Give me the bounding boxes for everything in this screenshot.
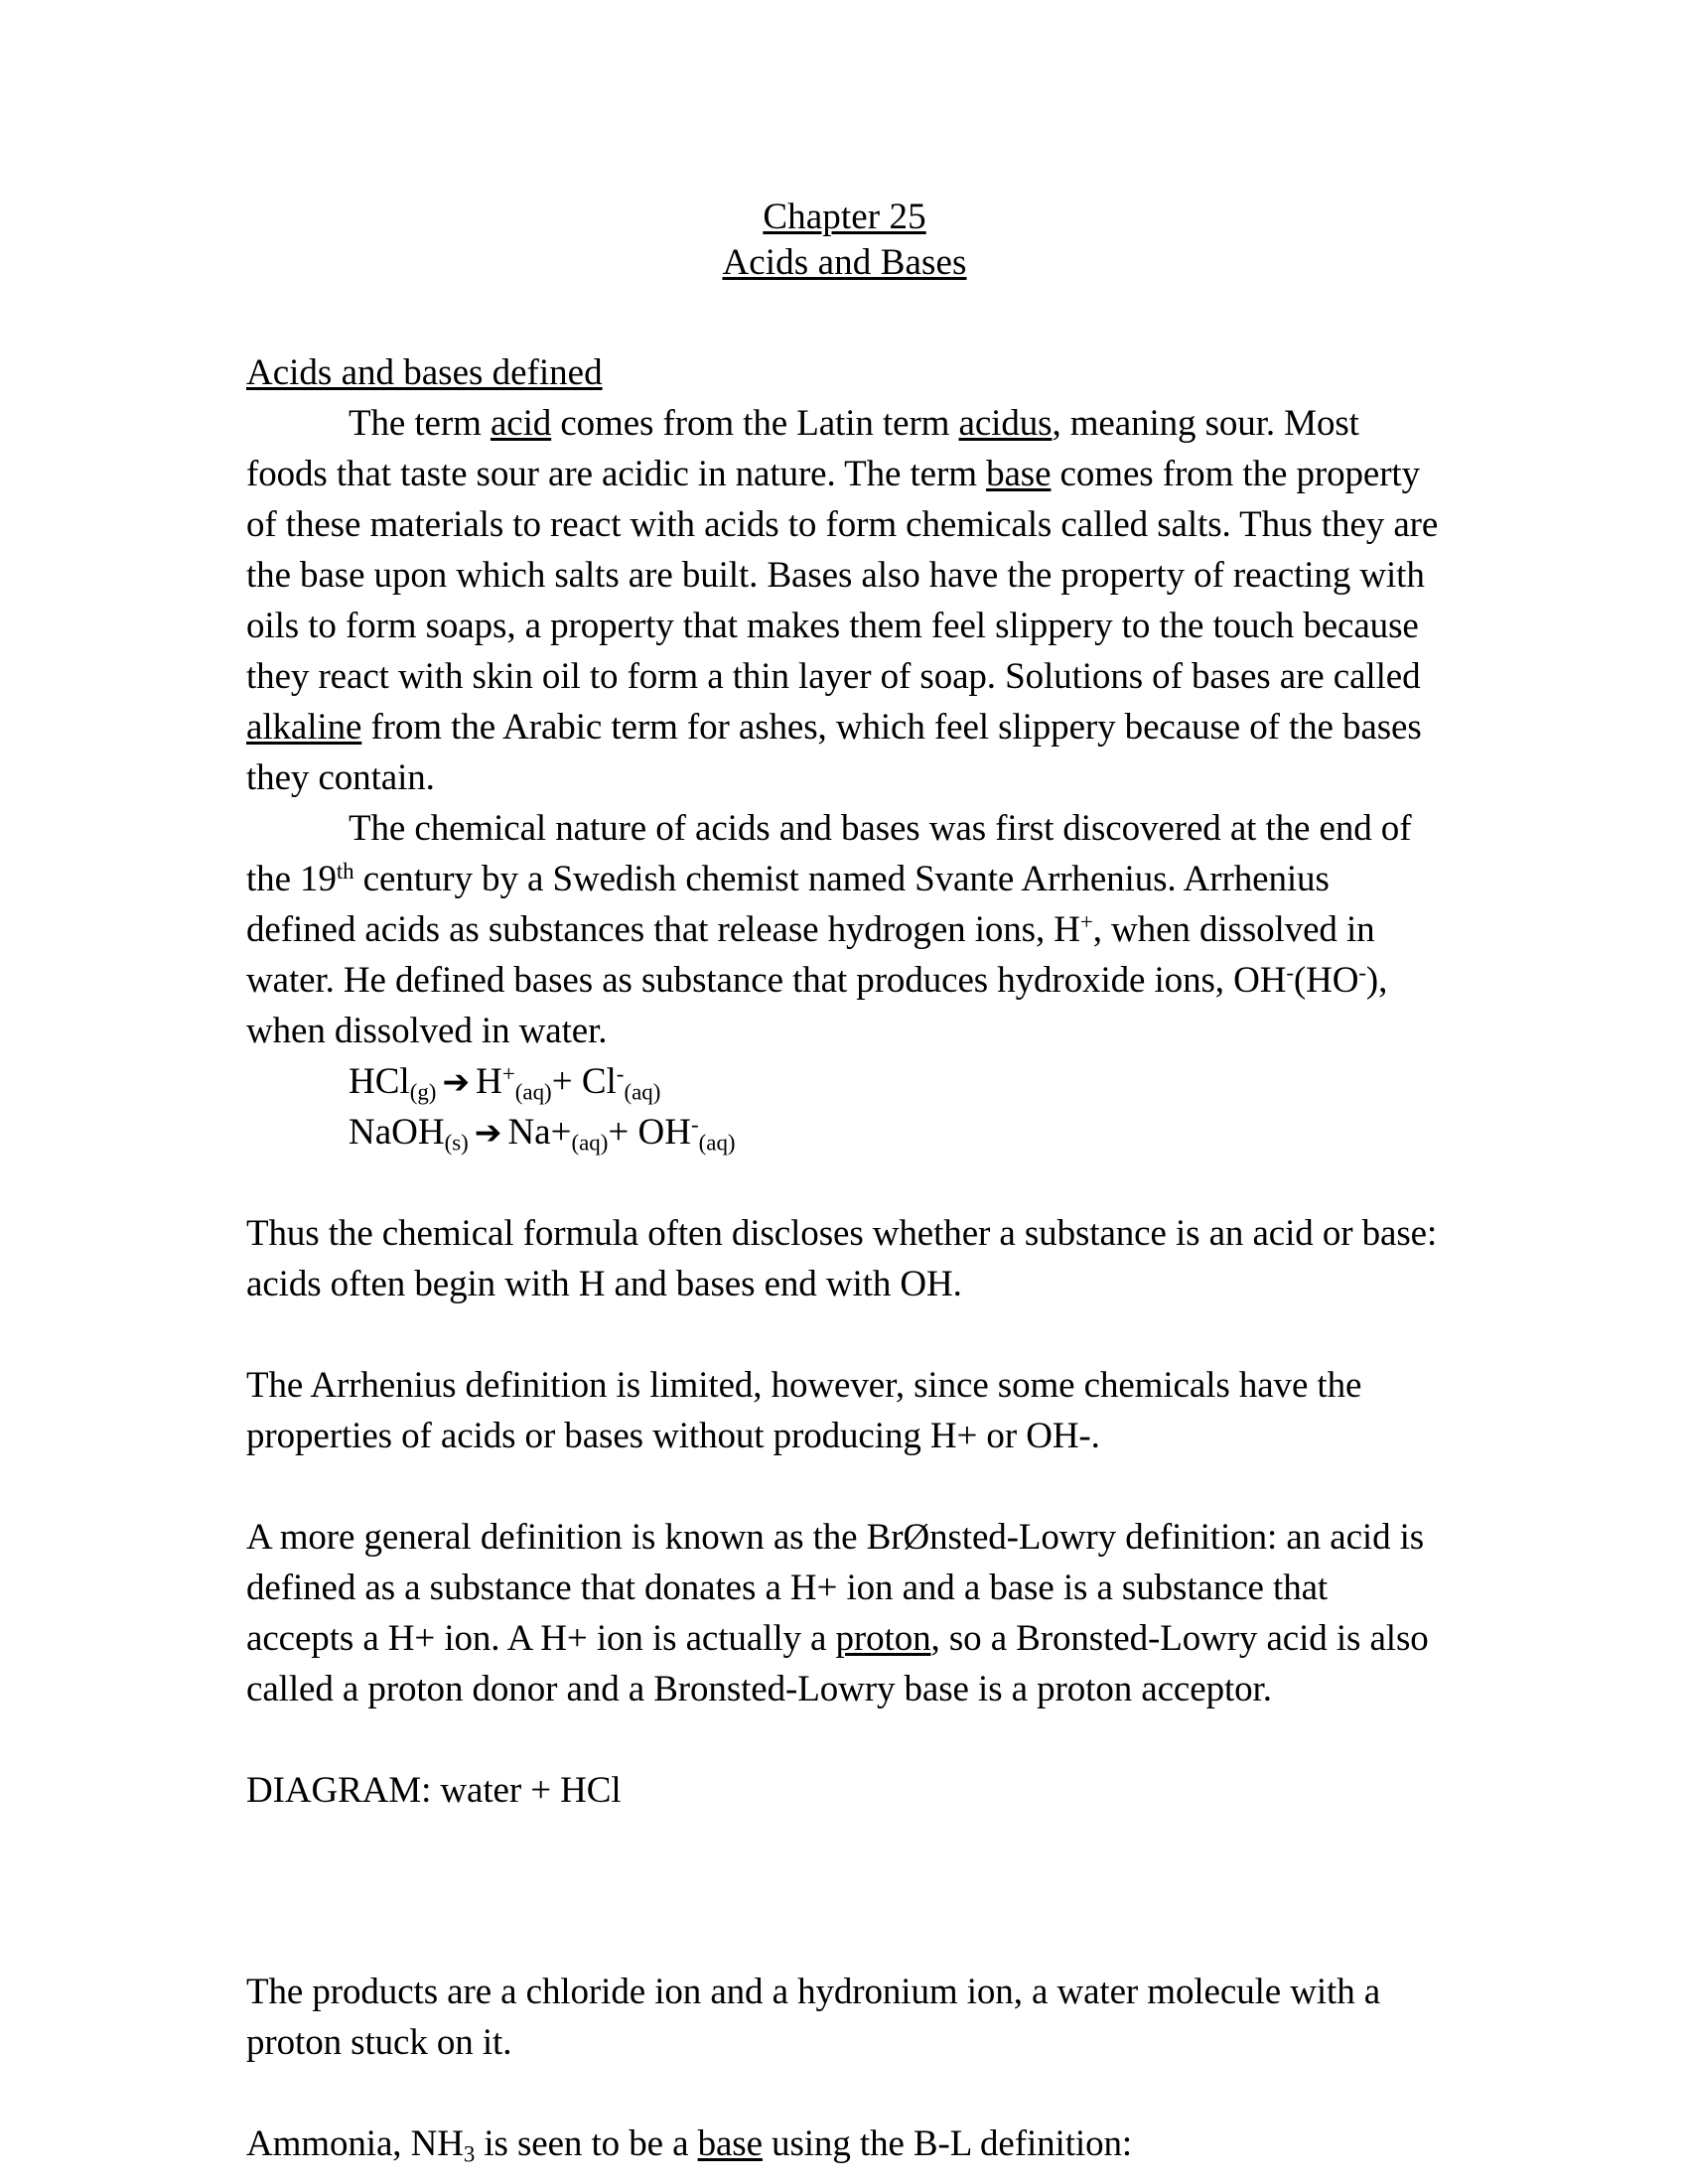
equation-1-product-1-state: (aq) xyxy=(514,1079,552,1105)
equation-hcl-dissociation xyxy=(246,1056,1443,1107)
reaction-arrow-icon: ➔ xyxy=(442,1062,471,1101)
section-heading xyxy=(246,347,1443,398)
chemical-equations xyxy=(246,1056,1443,1158)
equation-2-reactant-state: (s) xyxy=(444,1130,469,1156)
page-content xyxy=(246,195,1443,2169)
ordinal-th-superscript: th xyxy=(336,859,354,885)
paragraph-bronsted-lowry xyxy=(246,1512,1443,1714)
equation-2-product-1: Na+ xyxy=(507,1112,572,1153)
equation-1-reactant-state: (g) xyxy=(409,1079,437,1105)
paragraph-acids-bases-defined xyxy=(246,398,1443,803)
paragraph-arrhenius-limitation: The Arrhenius definition is limited, however, since some chemicals have the properties of acids or bases without producing H+ or OH-. xyxy=(246,1365,1362,1456)
para7-seg1: Ammonia, NH xyxy=(246,2123,464,2164)
section-heading-text: Acids and bases defined xyxy=(246,352,603,393)
para7-seg2: is seen to be a xyxy=(475,2123,698,2164)
para5-seg1: A more general definition is known as the BrØnsted-Lowry definition: an acid is defined as a substance that donates a H+ ion and a base is a substance that accepts a H+ ion. A H+ ion is actually a xyxy=(246,1517,1425,1659)
hydroxide-minus-superscript-1: - xyxy=(1286,960,1294,986)
equation-1-product-2-charge: - xyxy=(616,1061,625,1087)
equation-2-reactant: NaOH xyxy=(349,1112,445,1153)
paragraph-products: The products are a chloride ion and a hydronium ion, a water molecule with a proton stuck on it. xyxy=(246,1972,1381,2063)
para1-seg3: , meaning sour. Most foods that taste sour are acidic in nature. The term xyxy=(246,403,1359,494)
para7-seg3: using the B-L definition: xyxy=(762,2123,1133,2164)
document-title xyxy=(246,195,1443,286)
para1-seg1: The term xyxy=(349,403,491,444)
equation-2-product-1-state: (aq) xyxy=(571,1130,609,1156)
title-chapter-text: Chapter 25 xyxy=(763,197,926,237)
term-alkaline: alkaline xyxy=(246,707,362,748)
para1-seg5: from the Arabic term for ashes, which feel slippery because of the bases they contain. xyxy=(246,707,1422,798)
para2-seg5: ), when dissolved in water. xyxy=(246,960,1388,1051)
paragraph-arrhenius xyxy=(246,803,1443,1056)
spacer xyxy=(246,1158,1443,1208)
title-line-subject xyxy=(246,240,1443,286)
term-acid: acid xyxy=(490,403,552,444)
reaction-arrow-icon: ➔ xyxy=(474,1113,502,1152)
term-base: base xyxy=(986,454,1052,494)
equation-2-plus: + xyxy=(608,1112,630,1153)
equation-naoh-dissociation xyxy=(246,1107,1443,1158)
para2-seg3: , when dissolved in water. He defined bases as substance that produces hydroxide ions, OH xyxy=(246,909,1375,1001)
equation-2-product-2: OH xyxy=(637,1112,691,1153)
hydrogen-plus-superscript: + xyxy=(1079,909,1093,935)
paragraph-formula-discloses: Thus the chemical formula often discloses whether a substance is an acid or base: acids often begin with H and bases end with OH. xyxy=(246,1213,1438,1304)
term-acidus: acidus xyxy=(958,403,1053,444)
para1-seg2: comes from the Latin term xyxy=(551,403,959,444)
para2-seg2: century by a Swedish chemist named Svante Arrhenius. Arrhenius defined acids as substances that release hydrogen ions, H xyxy=(246,859,1330,950)
para5-seg2: , so a Bronsted-Lowry acid is also called a proton donor and a Bronsted-Lowry base is a proton acceptor. xyxy=(246,1618,1429,1709)
term-proton: proton xyxy=(835,1618,931,1659)
title-subject-text: Acids and Bases xyxy=(722,242,967,283)
equation-2-product-2-state: (aq) xyxy=(698,1130,736,1156)
title-line-chapter xyxy=(246,195,1443,240)
paragraph-ammonia xyxy=(246,2118,1443,2169)
equation-1-product-2-state: (aq) xyxy=(624,1079,661,1105)
para1-seg4: comes from the property of these materials to react with acids to form chemicals called salts. Thus they are the base upon which salts are built. Bases also have the property of reacting with oils to form soaps, a property that makes them feel slippery to the touch because they react with skin oil to form a thin layer of soap. Solutions of bases are called xyxy=(246,454,1439,697)
para2-seg1: The chemical nature of acids and bases was first discovered at the end of the 19 xyxy=(246,808,1412,899)
equation-1-plus: + xyxy=(551,1061,573,1102)
equation-2-product-2-charge: - xyxy=(690,1112,699,1138)
para2-seg4: (HO xyxy=(1293,960,1359,1001)
equation-1-product-2: Cl xyxy=(581,1061,617,1102)
equation-1-reactant: HCl xyxy=(349,1061,410,1102)
diagram-placeholder-note: DIAGRAM: water + HCl xyxy=(246,1770,622,1811)
equation-1-product-1: H xyxy=(476,1061,502,1102)
term-base-bl: base xyxy=(697,2123,763,2164)
ammonia-subscript-3: 3 xyxy=(463,2141,476,2167)
equation-1-product-1-charge: + xyxy=(501,1061,515,1087)
hydroxide-minus-superscript-2: - xyxy=(1358,960,1366,986)
diagram-blank-space xyxy=(246,1816,1443,1967)
